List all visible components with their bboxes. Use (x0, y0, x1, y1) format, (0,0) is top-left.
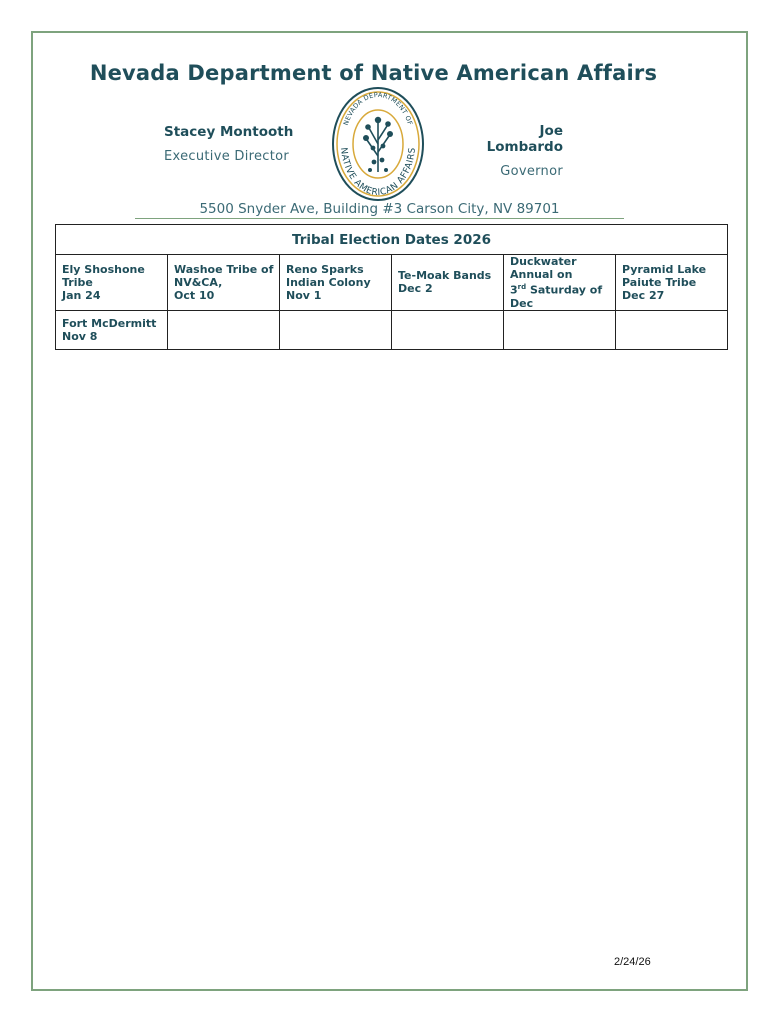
seal-top-text: NEVADA DEPARTMENT OF (341, 90, 415, 127)
table-title: Tribal Election Dates 2026 (56, 225, 728, 255)
cell-text-line: Duckwater (510, 255, 577, 268)
table-cell (280, 310, 392, 349)
seal-bottom-text: NATIVE AMERICAN AFFAIRS (338, 146, 418, 199)
table-cell (280, 255, 392, 311)
cell-text-line: Jan 24 (62, 288, 101, 302)
cell-text-line: Indian Colony (286, 275, 371, 289)
election-dates-table (55, 224, 728, 350)
cell-text-line: Dec 2 (398, 282, 433, 296)
cell-text-line: NV&CA, (174, 275, 223, 289)
department-seal-logo (331, 86, 425, 202)
table-cell (504, 310, 616, 349)
table-row (56, 255, 728, 311)
cell-text-line: Ely Shoshone (62, 262, 145, 276)
cell-text-line: Dec (510, 296, 534, 310)
table-cell (56, 255, 168, 311)
cell-text-line: Washoe Tribe of (174, 262, 274, 276)
table-cell (616, 255, 728, 311)
table-row (56, 310, 728, 349)
cell-text-line: Fort McDermitt (62, 316, 157, 330)
governor-role: Governor (500, 164, 563, 179)
cell-text-line: Annual on (510, 268, 573, 281)
director-role: Executive Director (164, 149, 290, 164)
cell-text-line: Nov 8 (62, 329, 98, 343)
cell-text-line: Tribe (62, 275, 93, 289)
cell-text-line: Paiute Tribe (622, 275, 697, 289)
cell-text-line: Dec 27 (622, 288, 665, 302)
cell-text-line: Pyramid Lake (622, 262, 707, 276)
table-cell (504, 255, 616, 311)
table-cell (168, 310, 280, 349)
address-line: 5500 Snyder Ave, Building #3 Carson City, NV 89701 (135, 201, 624, 219)
cell-text-line: Nov 1 (286, 288, 322, 302)
org-title: Nevada Department of Native American Affairs (89, 61, 658, 85)
cell-text-line: Oct 10 (174, 288, 215, 302)
governor-name: Joe Lombardo (486, 123, 563, 155)
page-date: 2/24/26 (614, 956, 651, 968)
table-cell (616, 310, 728, 349)
executive-director-block (164, 124, 293, 164)
director-name: Stacey Montooth (164, 124, 294, 140)
governor-block (460, 123, 563, 179)
table-cell (392, 255, 504, 311)
cell-text-line: 3rd Saturday of (510, 283, 603, 297)
cell-text-line: Te-Moak Bands (398, 269, 492, 283)
table-cell (392, 310, 504, 349)
cell-text-line: Reno Sparks (286, 262, 364, 276)
table-cell (168, 255, 280, 311)
table-cell (56, 310, 168, 349)
